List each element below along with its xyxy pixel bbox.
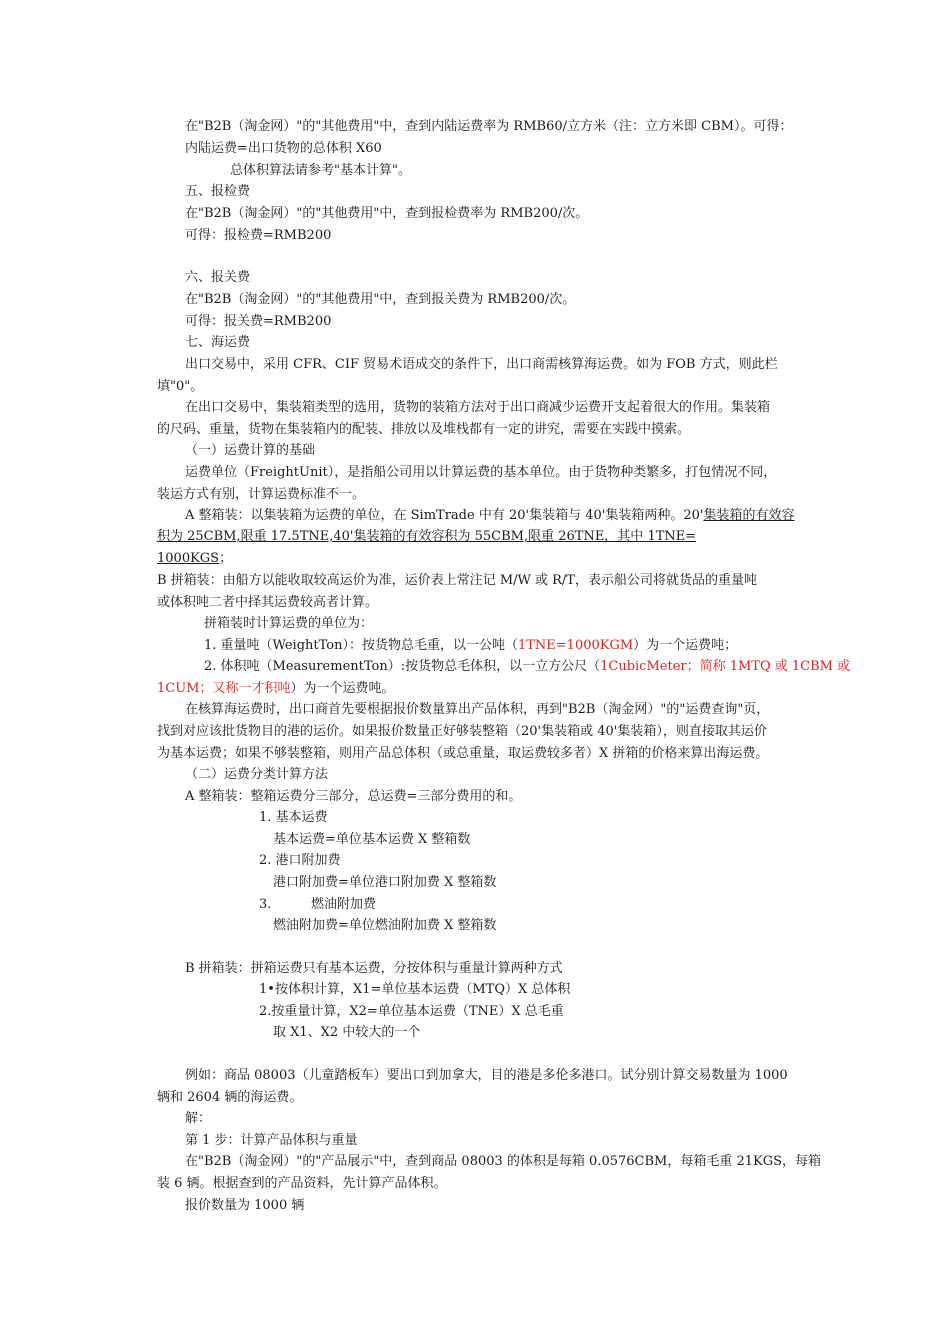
text-line: 装运方式有别，计算运费标准不一。: [157, 487, 366, 502]
text-line: 例如：商品 08003（儿童踏板车）要出口到加拿大，目的港是多伦多港口。试分别计算交易数量为 1000: [185, 1068, 788, 1083]
text-line: 拼箱装时计算运费的单位为：: [204, 616, 374, 631]
text-line: 填"0"。: [157, 379, 204, 394]
text-line: 在"B2B（淘金网）"的"其他费用"中，查到报关费为 RMB200/次。: [185, 292, 576, 307]
text-run: ）为一个运费吨；: [633, 638, 738, 653]
highlighted-text: 1TNE=1000KGM: [517, 638, 634, 653]
text-line: [204, 658, 850, 676]
list-item: 2.按重量计算，X2=单位基本运费（TNE）X 总毛重: [259, 1004, 564, 1019]
text-line: 运费单位（FreightUnit），是指船公司用以计算运费的基本单位。由于货物种类繁多，打包情况不同，: [185, 465, 777, 480]
text-line: [204, 637, 737, 655]
underlined-text: 1000KGS: [157, 551, 220, 566]
text-line: [185, 507, 794, 525]
text-line: 在"B2B（淘金网）"的"其他费用"中，查到内陆运费率为 RMB60/立方米（注：立方米即 CBM）。可得：: [185, 119, 793, 134]
text-line: 报价数量为 1000 辆: [185, 1198, 305, 1213]
formula-line: 燃油附加费=单位燃油附加费 X 整箱数: [273, 918, 497, 933]
list-number: 3.: [259, 897, 272, 912]
text-run: 1. 重量吨（WeightTon）：按货物总毛重，以一公吨（: [204, 638, 518, 653]
text-line: 第 1 步：计算产品体积与重量: [185, 1133, 358, 1148]
text-line: 辆和 2604 辆的海运费。: [157, 1090, 303, 1105]
text-line: B 拼箱装：由船方以能收取较高运价为准，运价表上常注记 M/W 或 R/T，表示船公司将就货品的重量吨: [157, 573, 757, 588]
text-line: [157, 680, 395, 698]
text-line: 在"B2B（淘金网）"的"产品展示"中，查到商品 08003 的体积是每箱 0.0576CBM，每箱毛重 21KGS，每箱: [185, 1154, 822, 1169]
text-run: ；: [219, 551, 233, 566]
text-line: 在核算海运费时，出口商首先要根据报价数量算出产品体积，再到"B2B（淘金网）"的"运费查询"页，: [185, 702, 770, 717]
text-run: A 整箱装：以集装箱为运费的单位，在 SimTrade 中有 20'集装箱与 40'集装箱两种。20': [185, 508, 704, 523]
subsection-heading: （一）运费计算的基础: [185, 443, 316, 458]
text-line: 的尺码、重量，货物在集装箱内的配装、排放以及堆栈都有一定的讲究，需要在实践中摸索。: [157, 422, 691, 437]
text-line: 可得：报关费=RMB200: [185, 314, 332, 329]
formula-line: 基本运费=单位基本运费 X 整箱数: [273, 832, 471, 847]
text-line: 总体积算法请参考"基本计算"。: [230, 163, 411, 178]
formula-line: 港口附加费=单位港口附加费 X 整箱数: [273, 875, 497, 890]
text-line: 取 X1、X2 中较大的一个: [273, 1025, 421, 1040]
highlighted-text: 1CUM；又称一才积吨: [157, 681, 291, 696]
text-line: 找到对应该批货物目的港的运价。如果报价数量正好够装整箱（20'集装箱或 40'集装箱），则直接取其运价: [157, 724, 767, 739]
text-line: 在出口交易中，集装箱类型的选用，货物的装箱方法对于出口商减少运费开支起着很大的作用。集装箱: [185, 400, 771, 415]
list-item: 2. 港口附加费: [259, 853, 341, 868]
text-line: B 拼箱装：拼箱运费只有基本运费，分按体积与重量计算两种方式: [185, 961, 563, 976]
text-line: 可得：报检费=RMB200: [185, 228, 332, 243]
text-line: 或体积吨二者中择其运费较高者计算。: [157, 595, 379, 610]
text-run: 2. 体积吨（MeasurementTon）:按货物总毛体积，以一立方公尺（: [204, 659, 601, 674]
text-line: [157, 550, 232, 568]
text-line: 内陆运费=出口货物的总体积 X60: [185, 141, 382, 156]
section-heading: 六、报关费: [185, 270, 251, 285]
text-line: 解：: [185, 1111, 212, 1126]
subsection-heading: （二）运费分类计算方法: [185, 767, 329, 782]
list-item: 1•按体积计算，X1=单位基本运费（MTQ）X 总体积: [259, 982, 571, 997]
text-line: 在"B2B（淘金网）"的"其他费用"中，查到报检费率为 RMB200/次。: [185, 206, 589, 221]
section-heading: 五、报检费: [185, 184, 251, 199]
text-line: A 整箱装：整箱运费分三部分，总运费=三部分费用的和。: [185, 789, 522, 804]
underlined-text: 集装箱的有效容: [703, 508, 795, 523]
text-run: ）为一个运费吨。: [290, 681, 395, 696]
text-line: 为基本运费；如果不够装整箱，则用产品总体积（或总重量，取运费较多者）X 拼箱的价格来算出海运费。: [157, 746, 769, 761]
underlined-text: 积为 25CBM,限重 17.5TNE,40'集装箱的有效容积为 55CBM,限重 26TNE，其中 1TNE=: [157, 529, 697, 544]
text-line: 装 6 辆。根据查到的产品资料，先计算产品体积。: [157, 1176, 447, 1191]
text-line: 出口交易中，采用 CFR、CIF 贸易术语成交的条件下，出口商需核算海运费。如为 FOB 方式，则此栏: [185, 357, 778, 372]
section-heading: 七、海运费: [185, 335, 251, 350]
list-item: 燃油附加费: [311, 897, 377, 912]
list-item: 1. 基本运费: [259, 810, 328, 825]
highlighted-text: 1CubicMeter；简称 1MTQ 或 1CBM 或: [600, 659, 851, 674]
